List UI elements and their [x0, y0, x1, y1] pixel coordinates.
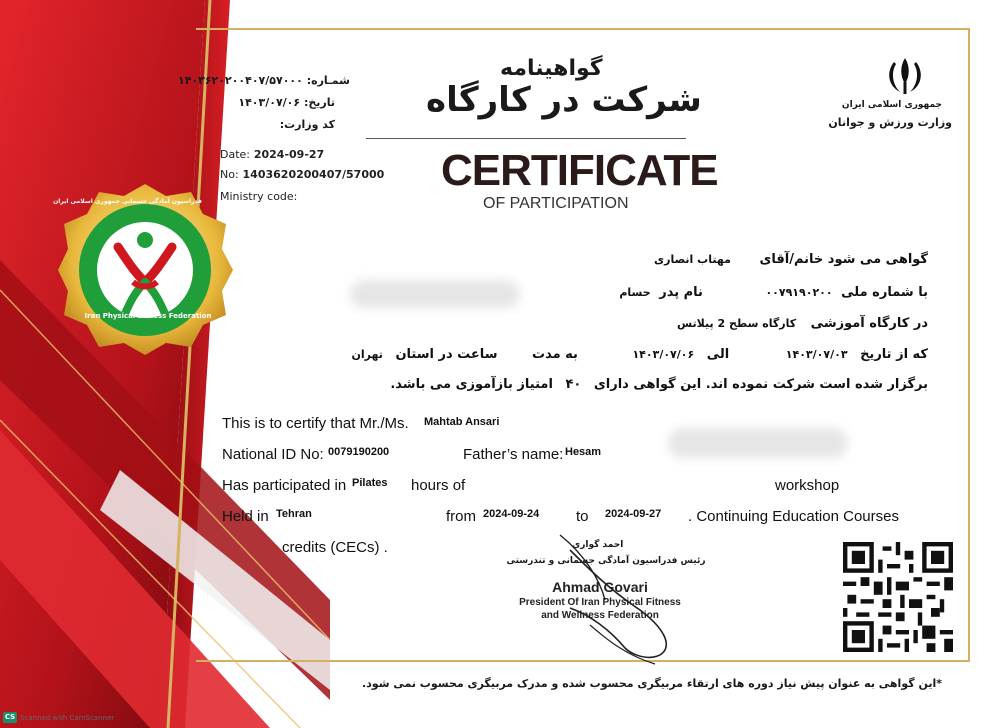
- fa-father-label: نام پدر: [659, 285, 703, 300]
- title-fa-small: گواهینامه: [500, 56, 603, 81]
- en-nid-label: National ID No:: [222, 446, 324, 463]
- footer-note: *این گواهی به عنوان پیش نیاز دوره های ارتقاء مربیگری محسوب شده و مدرک مربیگری محسوب نمی شود.: [361, 677, 942, 690]
- qr-code[interactable]: [843, 542, 953, 652]
- fa-to-value: ۱۴۰۳/۰۷/۰۶: [632, 348, 695, 361]
- en-city-value: Tehran: [276, 508, 312, 520]
- fa-line-5: [390, 377, 928, 392]
- ref-date-value: 2024-09-27: [253, 148, 325, 161]
- en-father-label: Father’s name:: [463, 446, 564, 463]
- badge-text-bottom: Iran Physical Fitness Federation: [84, 312, 212, 320]
- fa-line-4: [352, 347, 929, 362]
- signature-en-title2: and Wellness Federation: [541, 610, 659, 621]
- ref-no-en: [220, 168, 384, 181]
- title-en-main: CERTIFICATE: [441, 146, 718, 195]
- en-certify-label: This is to certify that Mr./Ms.: [222, 415, 409, 432]
- en-to-label: to: [576, 508, 589, 525]
- fa-points-value: ۴۰: [565, 377, 582, 392]
- title-divider: [366, 138, 686, 139]
- badge-text-top: فدراسیون آمادگی جسمانی جمهوری اسلامی ایران: [53, 198, 202, 205]
- redacted-area-1: [350, 280, 520, 308]
- title-fa-big: شرکت در کارگاه: [426, 80, 702, 120]
- redacted-area-2: [668, 428, 848, 458]
- iran-emblem-icon: [880, 54, 930, 98]
- ref-ministry-en: Ministry code:: [220, 190, 298, 203]
- camscanner-badge: [3, 712, 17, 723]
- ref-no-value: 1403620200407/57000: [242, 168, 385, 181]
- fa-line-1: [654, 252, 928, 267]
- gold-frame-top: [196, 28, 970, 30]
- title-en-sub: OF PARTICIPATION: [483, 195, 629, 212]
- en-nid-value: 0079190200: [328, 446, 390, 458]
- en-from-date: 2024-09-24: [483, 508, 540, 520]
- fa-from-value: ۱۴۰۳/۰۷/۰۳: [785, 348, 848, 361]
- red-decorative-band: [0, 0, 330, 728]
- fa-hours-label: ساعت در استان: [395, 347, 498, 362]
- signature-en-title1: President Of Iran Physical Fitness: [519, 597, 681, 608]
- fa-province-value: تهران: [351, 348, 383, 361]
- en-course-value: Pilates: [352, 477, 388, 489]
- camscanner-icon: CS: [4, 713, 16, 721]
- emblem-line1: جمهوری اسلامی ایران: [841, 100, 942, 110]
- en-hours-label: hours of: [411, 477, 466, 494]
- ref-number-fa: شمـاره: ۱۴۰۳۶۲۰۲۰۰۴۰۷/۵۷۰۰۰: [177, 74, 350, 87]
- fa-father-value: حسام: [619, 286, 651, 299]
- fa-workshop-value: کارگاه سطح 2 پیلاتس: [676, 317, 797, 330]
- en-credits-label: credits (CECs) .: [282, 539, 388, 556]
- fa-from-label: که از تاریخ: [860, 347, 928, 362]
- ref-ministry-fa: کد وزارت:: [279, 118, 335, 131]
- ref-date-en: [220, 148, 324, 161]
- fa-workshop-label: در کارگاه آموزشی: [810, 316, 928, 331]
- fa-to-label: الی: [706, 347, 730, 362]
- en-name-value: Mahtab Ansari: [424, 416, 500, 428]
- camscanner-text: Scanned with CamScanner: [20, 714, 115, 722]
- en-workshop-label: workshop: [775, 477, 840, 494]
- fa-line-3: [677, 316, 928, 331]
- en-participated-label: Has participated in: [222, 477, 347, 494]
- en-to-date: 2024-09-27: [605, 508, 662, 520]
- ref-no-label: No:: [220, 168, 239, 181]
- fa-held-text: برگزار شده است شرکت نموده اند. این گواهی دارای: [593, 377, 928, 392]
- fa-line-2: [619, 285, 928, 300]
- en-father-value: Hesam: [565, 446, 602, 458]
- federation-badge: [53, 182, 233, 357]
- en-from-label: from: [446, 508, 476, 525]
- fa-nid-label: با شماره ملی: [841, 285, 928, 300]
- emblem-line2: وزارت ورزش و جوانان: [828, 116, 952, 129]
- ref-date-fa: تاریخ: ۱۴۰۳/۰۷/۰۶: [238, 96, 335, 109]
- signature-fa-title: رئیس فدراسیون آمادگی جسمانی و تندرستی: [506, 556, 706, 566]
- fa-certify-label: گواهی می شود خانم/آقای: [759, 252, 928, 267]
- en-held-label: Held in: [222, 508, 269, 525]
- fa-name-value: مهتاب انصاری: [654, 253, 731, 266]
- fa-nid-value: ۰۰۷۹۱۹۰۲۰۰: [765, 286, 833, 299]
- gold-frame-right: [968, 28, 970, 662]
- en-continuing-label: . Continuing Education Courses: [688, 508, 899, 525]
- fa-points-text: امتیاز بازآموزی می باشد.: [390, 377, 553, 392]
- signature-fa-name: احمد گواری: [572, 540, 624, 550]
- fa-duration-label: به مدت: [532, 347, 578, 362]
- signature-en-name: Ahmad Govari: [552, 579, 648, 595]
- ref-date-label: Date:: [220, 148, 250, 161]
